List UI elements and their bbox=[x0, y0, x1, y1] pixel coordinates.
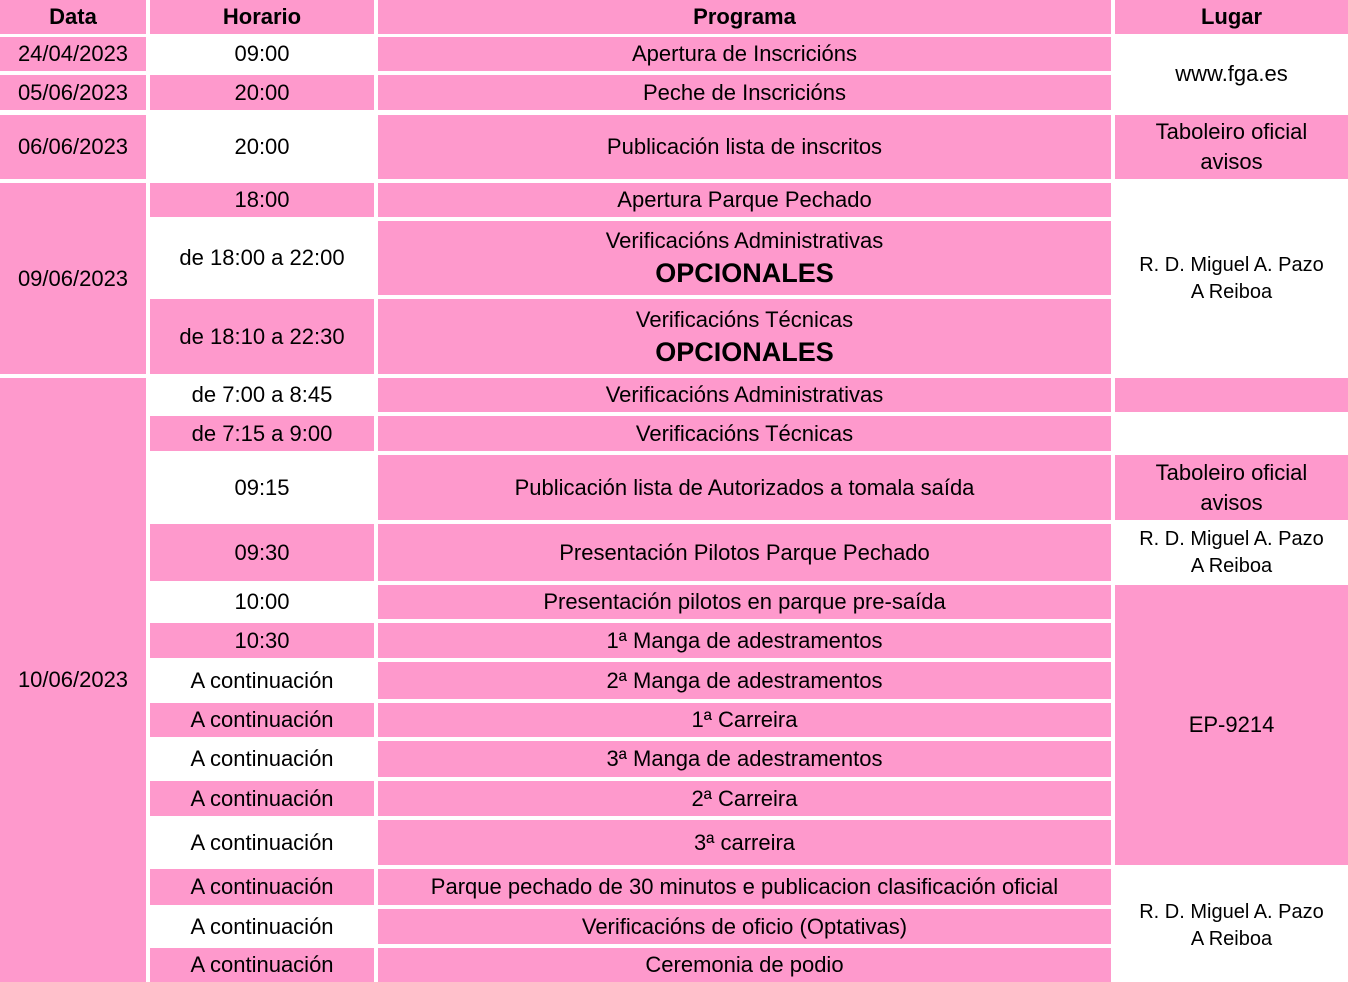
program-cell: Peche de Inscricións bbox=[378, 75, 1111, 110]
program-cell: Presentación Pilotos Parque Pechado bbox=[378, 524, 1111, 581]
date-cell: 24/04/2023 bbox=[0, 37, 146, 71]
program-cell: Publicación lista de Autorizados a tomala saída bbox=[378, 455, 1111, 520]
place-cell: Taboleiro oficial avisos bbox=[1115, 115, 1348, 179]
time-cell: 09:30 bbox=[150, 524, 374, 581]
program-cell: 2ª Manga de adestramentos bbox=[378, 662, 1111, 699]
time-cell: A continuación bbox=[150, 703, 374, 737]
time-cell: A continuación bbox=[150, 741, 374, 777]
program-cell: 1ª Carreira bbox=[378, 703, 1111, 737]
program-cell: Verificacións Administrativas OPCIONALES bbox=[378, 221, 1111, 295]
program-cell: Apertura de Inscricións bbox=[378, 37, 1111, 71]
date-cell: 09/06/2023 bbox=[0, 183, 146, 374]
time-cell: 20:00 bbox=[150, 115, 374, 179]
place-cell-empty bbox=[1115, 416, 1348, 451]
place-cell-empty bbox=[1115, 378, 1348, 412]
program-cell: Verificacións de oficio (Optativas) bbox=[378, 909, 1111, 944]
program-cell: Ceremonia de podio bbox=[378, 948, 1111, 982]
program-cell: Publicación lista de inscritos bbox=[378, 115, 1111, 179]
time-cell: A continuación bbox=[150, 909, 374, 944]
time-cell: A continuación bbox=[150, 948, 374, 982]
program-cell: Verificacións Técnicas OPCIONALES bbox=[378, 299, 1111, 374]
date-cell: 06/06/2023 bbox=[0, 115, 146, 179]
program-cell: 1ª Manga de adestramentos bbox=[378, 623, 1111, 658]
place-cell: Taboleiro oficial avisos bbox=[1115, 455, 1348, 520]
place-cell: R. D. Miguel A. Pazo A Reiboa bbox=[1115, 183, 1348, 374]
program-cell: 3ª Manga de adestramentos bbox=[378, 741, 1111, 777]
header-programa: Programa bbox=[378, 0, 1111, 34]
time-cell: 20:00 bbox=[150, 75, 374, 110]
program-cell: Verificacións Técnicas bbox=[378, 416, 1111, 451]
time-cell: de 7:00 a 8:45 bbox=[150, 378, 374, 412]
place-cell: R. D. Miguel A. Pazo A Reiboa bbox=[1115, 524, 1348, 581]
program-cell: Verificacións Administrativas bbox=[378, 378, 1111, 412]
header-horario: Horario bbox=[150, 0, 374, 34]
time-cell: A continuación bbox=[150, 869, 374, 905]
program-cell: Apertura Parque Pechado bbox=[378, 183, 1111, 217]
time-cell: de 18:10 a 22:30 bbox=[150, 299, 374, 374]
time-cell: 09:15 bbox=[150, 455, 374, 520]
time-cell: A continuación bbox=[150, 820, 374, 865]
program-cell: 2ª Carreira bbox=[378, 781, 1111, 816]
time-cell: de 18:00 a 22:00 bbox=[150, 221, 374, 295]
time-cell: 09:00 bbox=[150, 37, 374, 71]
optional-label: OPCIONALES bbox=[655, 336, 834, 367]
optional-label: OPCIONALES bbox=[655, 258, 834, 288]
place-cell: EP-9214 bbox=[1115, 585, 1348, 865]
time-cell: A continuación bbox=[150, 662, 374, 699]
date-cell: 10/06/2023 bbox=[0, 378, 146, 982]
header-lugar: Lugar bbox=[1115, 0, 1348, 34]
program-cell: 3ª carreira bbox=[378, 820, 1111, 865]
time-cell: 18:00 bbox=[150, 183, 374, 217]
time-cell: 10:30 bbox=[150, 623, 374, 658]
place-cell: R. D. Miguel A. Pazo A Reiboa bbox=[1115, 869, 1348, 982]
time-cell: 10:00 bbox=[150, 585, 374, 619]
place-cell: www.fga.es bbox=[1115, 37, 1348, 110]
program-cell: Parque pechado de 30 minutos e publicacion clasificación oficial bbox=[378, 869, 1111, 905]
date-cell: 05/06/2023 bbox=[0, 75, 146, 110]
program-cell: Presentación pilotos en parque pre-saída bbox=[378, 585, 1111, 619]
time-cell: de 7:15 a 9:00 bbox=[150, 416, 374, 451]
header-data: Data bbox=[0, 0, 146, 34]
time-cell: A continuación bbox=[150, 781, 374, 816]
